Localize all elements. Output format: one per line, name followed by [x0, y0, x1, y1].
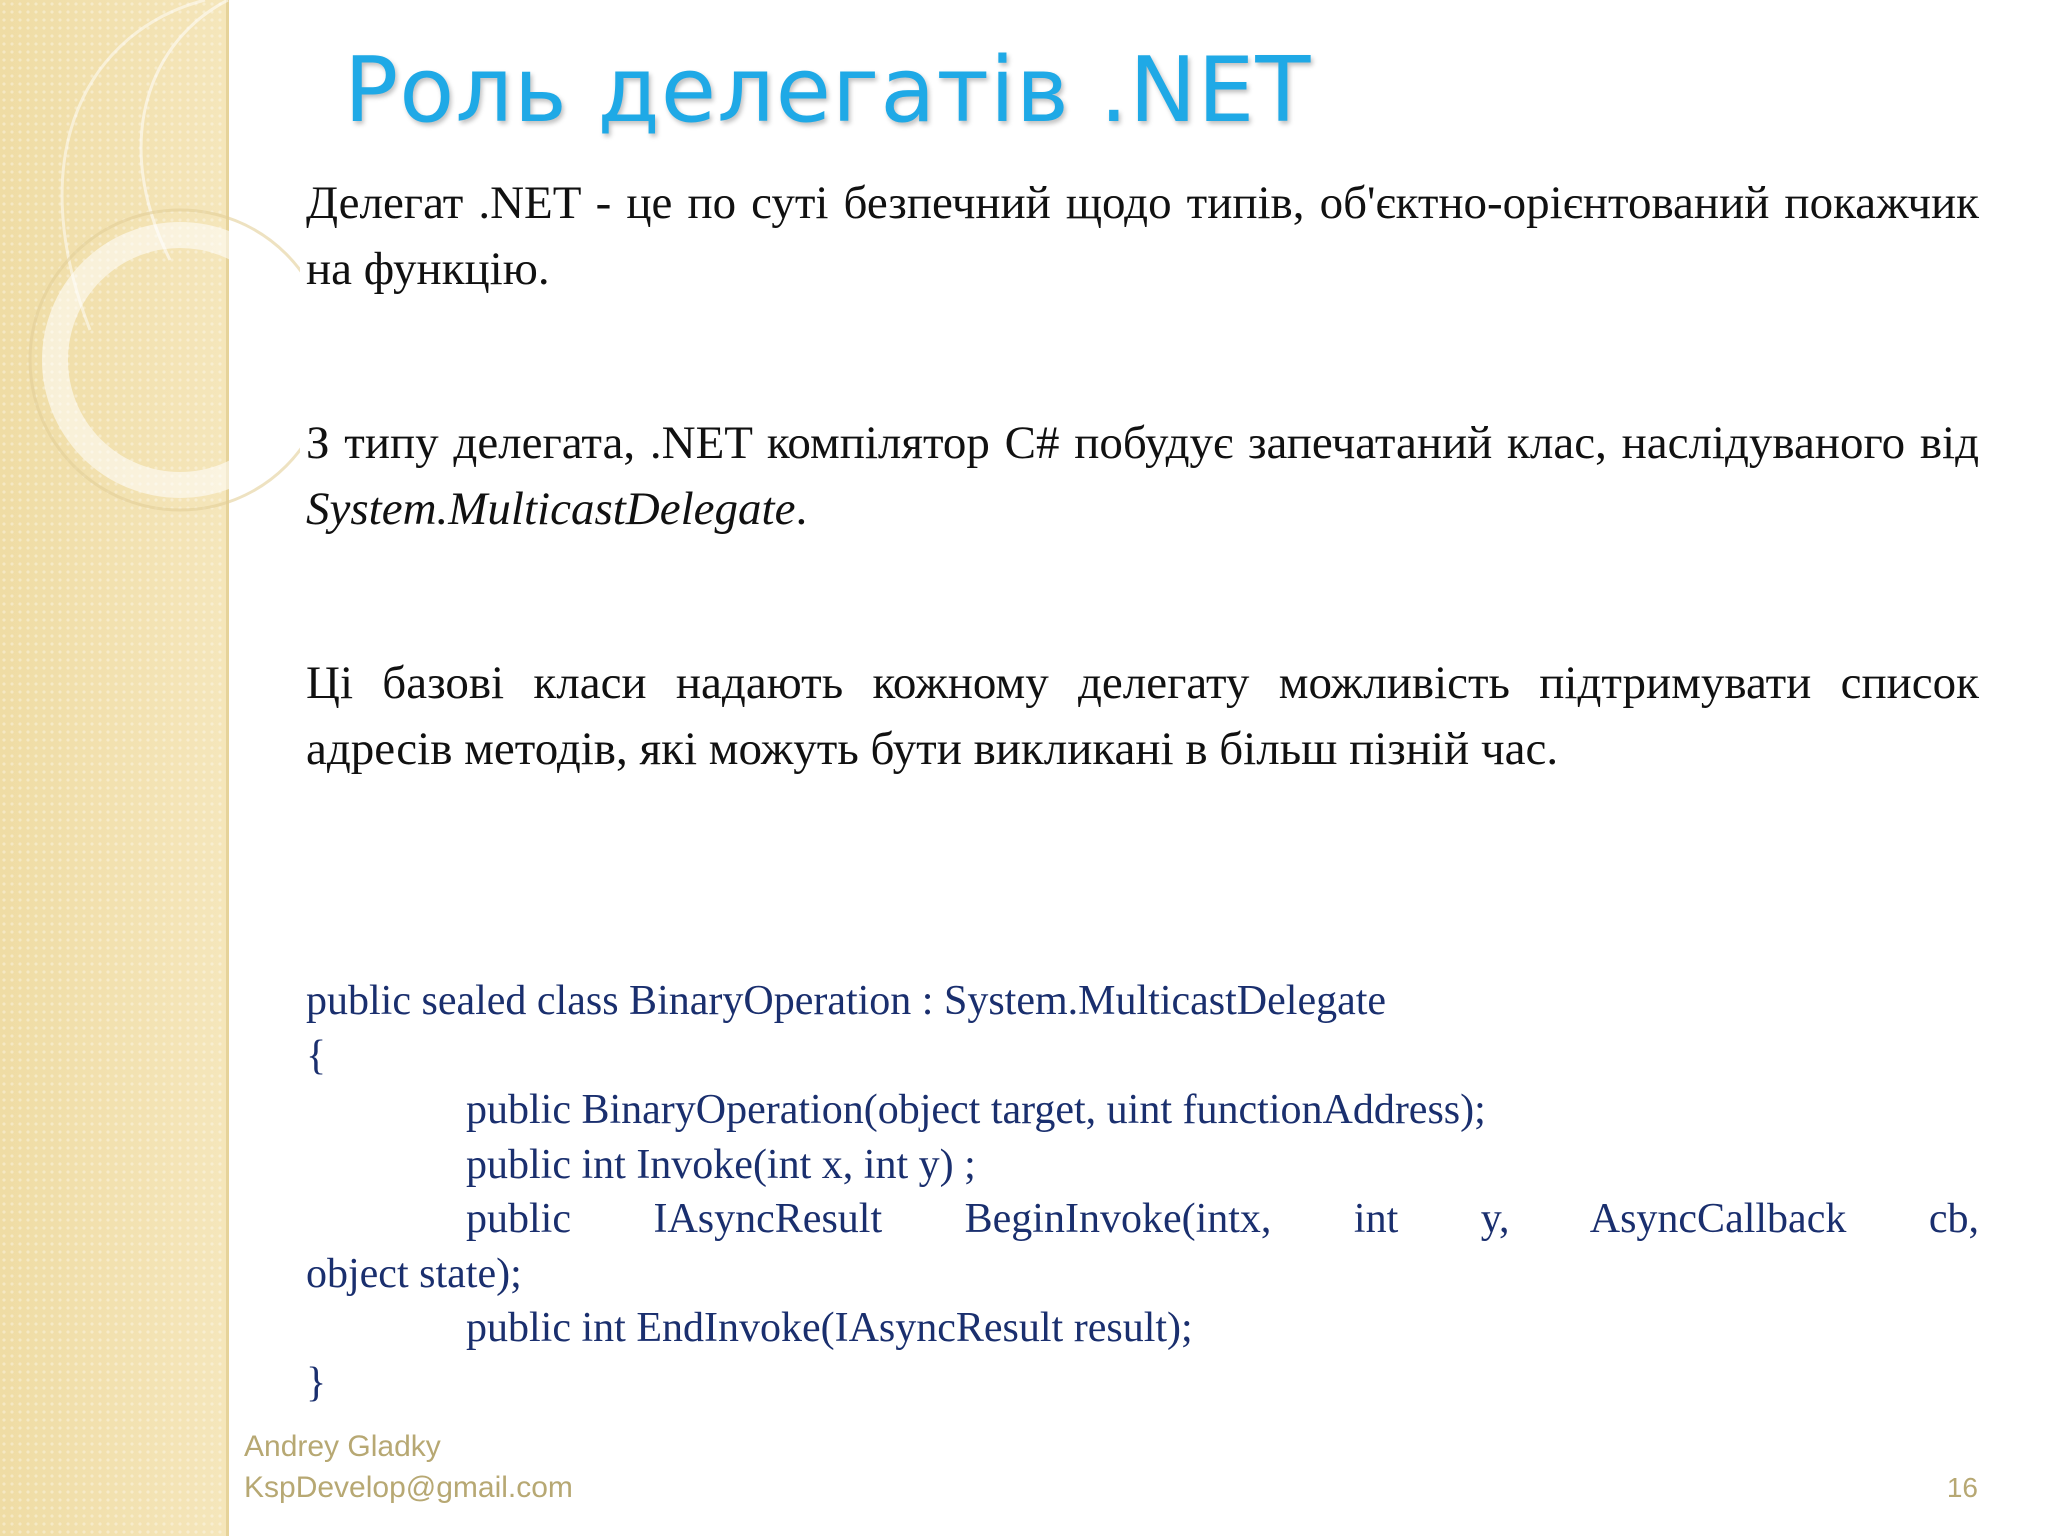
code-begin-invoke-continued: object state);	[306, 1250, 522, 1297]
footer-email: KspDevelop@gmail.com	[244, 1471, 573, 1504]
code-invoke: public int Invoke(int x, int y) ;	[466, 1141, 976, 1188]
paragraph-definition: Делегат .NET - це по суті безпечний щодо типів, об'єктно-орієнтований покажчик на функцію.	[306, 177, 1979, 295]
code-listing	[306, 974, 1979, 1410]
page-number: 16	[1946, 1472, 1978, 1503]
ring-ornament-icon	[0, 0, 300, 560]
paragraph-base-classes: Ці базові класи надають кожному делегату можливість підтримувати список адресів методів, які можуть бути викликані в більш пізній час.	[306, 657, 1979, 775]
code-open-brace: {	[306, 1032, 327, 1079]
footer-author-name: Andrey Gladky	[244, 1430, 441, 1463]
slide-body	[306, 170, 1979, 782]
slide-title: Роль делегатів .NET	[344, 38, 1312, 143]
paragraph-compiler-text: З типу делегата, .NET компілятор C# побудує запечатаний клас, наслідуваного від	[306, 417, 1979, 469]
code-class-declaration: public sealed class BinaryOperation : System.MulticastDelegate	[306, 978, 1387, 1024]
paragraph-compiler-end: .	[795, 483, 808, 535]
code-close-brace: }	[306, 1359, 327, 1406]
multicast-delegate-reference: System.MulticastDelegate	[306, 483, 796, 535]
footer-credits	[244, 1426, 573, 1508]
code-end-invoke: public int EndInvoke(IAsyncResult result);	[466, 1305, 1193, 1351]
code-constructor: public BinaryOperation(object target, uint functionAddress);	[466, 1087, 1486, 1133]
paragraph-compiler	[306, 410, 1979, 542]
code-begin-invoke: public IAsyncResult BeginInvoke(intx, int y, AsyncCallback cb,	[466, 1196, 1979, 1242]
